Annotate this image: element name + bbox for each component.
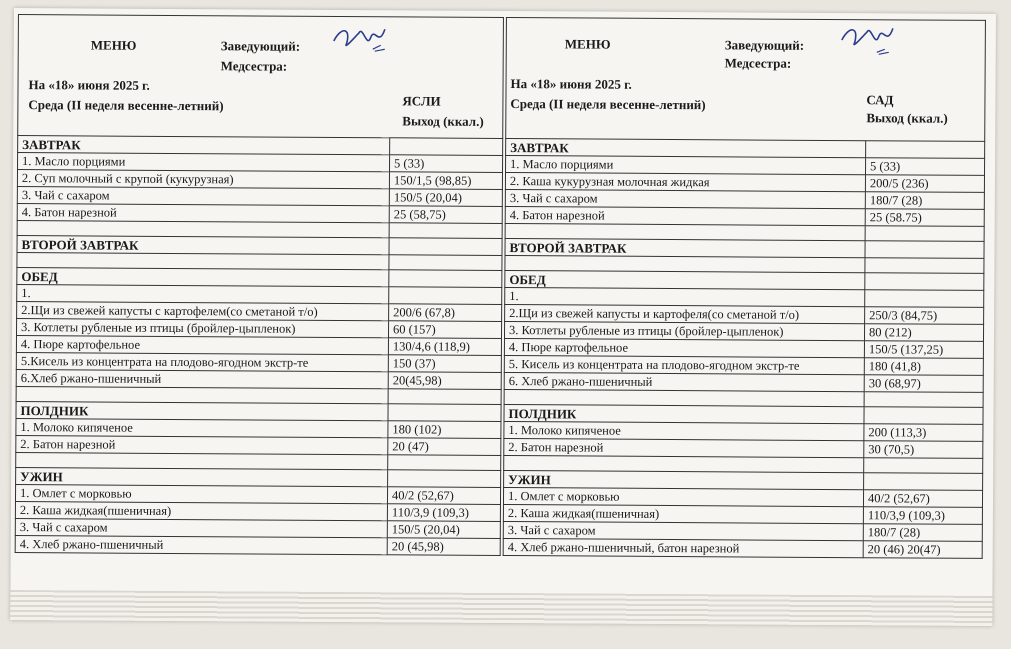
menu-table-kindergarten [503, 138, 986, 559]
dish-name: 1. Масло порциями [506, 156, 866, 175]
signature-image [329, 19, 389, 59]
dish-name: 3. Чай с сахаром [17, 187, 389, 206]
output-label: Выход (ккал.) [866, 110, 948, 126]
menu-sheet [10, 8, 996, 626]
dish-output: 150/5 (20,04) [387, 521, 500, 539]
section-title: ОБЕД [505, 271, 865, 290]
dish-name: 1. Масло порциями [18, 153, 390, 172]
empty-cell [864, 407, 983, 425]
dish-output: 180 (102) [388, 421, 501, 439]
dish-output: 150/5 (137,25) [864, 341, 983, 359]
dish-output: 30 (70,5) [864, 441, 983, 459]
empty-cell [388, 389, 501, 405]
manager-label: Заведующий: [724, 37, 805, 53]
empty-cell [864, 392, 983, 408]
menu-header [505, 17, 986, 141]
dish-name: 4. Хлеб ржано-пшеничный [15, 536, 387, 555]
dish-name: 2. Каша жидкая(пшеничная) [503, 504, 863, 523]
empty-cell [389, 255, 502, 271]
empty-cell [866, 141, 985, 159]
dish-name: 4. Пюре картофельное [16, 336, 388, 355]
dish-output: 110/3,9 (109,3) [387, 504, 500, 522]
section-title: ПОЛДНИК [504, 405, 864, 424]
menu-title: МЕНЮ [90, 37, 137, 53]
dish-output: 5 (33) [865, 158, 984, 176]
empty-cell [865, 226, 984, 242]
nurse-label: Медсестра: [724, 55, 792, 71]
dish-name: 4. Батон нарезной [17, 204, 389, 223]
dish-name: 1. Молоко кипяченое [504, 422, 864, 441]
dish-output: 25 (58.75) [865, 209, 984, 227]
dish-output: 110/3,9 (109,3) [863, 507, 982, 525]
dish-name: 5.Кисель из концентрата на плодово-ягодном экстр-те [16, 353, 388, 372]
menu-table-nursery [15, 135, 504, 556]
dish-name: 4. Хлеб ржано-пшеничный, батон нарезной [503, 538, 863, 557]
dish-output: 200/5 (236) [865, 175, 984, 193]
empty-cell [389, 270, 502, 288]
section-title: ВТОРОЙ ЗАВТРАК [17, 236, 389, 255]
section-title: УЖИН [504, 470, 864, 489]
dish-output [389, 287, 502, 305]
nursery-menu [15, 14, 504, 556]
dish-output: 40/2 (52,67) [863, 490, 982, 508]
menu-header [17, 14, 504, 138]
signature-image [837, 20, 897, 60]
menu-day: Среда (II неделя весенне-летний) [28, 97, 224, 114]
empty-cell [388, 470, 501, 488]
section-title: ЗАВТРАК [506, 139, 866, 158]
dish-name: 3. Котлеты рубленые из птицы (бройлер-цыпленок) [504, 322, 864, 341]
dish-output: 180/7 (28) [865, 192, 984, 210]
empty-cell [865, 273, 984, 291]
dish-name: 3. Котлеты рубленые из птицы (бройлер-цыпленок) [16, 319, 388, 338]
dish-name: 3. Чай с сахаром [15, 519, 387, 538]
menu-item-row [15, 536, 500, 556]
dish-name: 4. Батон нарезной [505, 207, 865, 226]
dish-name: 2.Щи из свежей капусты и картофеля(со сметаной т/о) [505, 305, 865, 324]
empty-cell [389, 223, 502, 239]
empty-cell [388, 455, 501, 471]
dish-output: 40/2 (52,67) [387, 487, 500, 505]
dish-name: 2. Батон нарезной [16, 436, 388, 455]
dish-output: 200 (113,3) [864, 424, 983, 442]
menu-date: На «18» июня 2025 г. [28, 77, 150, 93]
dish-name: 6. Хлеб ржано-пшеничный [504, 373, 864, 392]
menu-item-row [503, 538, 982, 558]
empty-cell [390, 138, 503, 156]
dish-output: 20 (46) 20(47) [863, 541, 982, 559]
empty-cell [388, 404, 501, 422]
section-title: ВТОРОЙ ЗАВТРАК [505, 239, 865, 258]
empty-cell [864, 473, 983, 491]
empty-cell [864, 458, 983, 474]
dish-output: 20(45,98) [388, 372, 501, 390]
section-title: УЖИН [16, 468, 388, 487]
nurse-label: Медсестра: [220, 58, 288, 74]
menu-title: МЕНЮ [564, 36, 611, 52]
dish-output: 180/7 (28) [863, 524, 982, 542]
dish-output: 150/5 (20,04) [389, 189, 502, 207]
dish-output: 130/4,6 (118,9) [388, 338, 501, 356]
dish-name: 1. Омлет с морковью [15, 485, 387, 504]
dish-name: 2. Каша кукурузная молочная жидкая [505, 173, 865, 192]
paper-stack-edge [10, 590, 992, 626]
empty-cell [865, 241, 984, 259]
menu-date: На «18» июня 2025 г. [510, 76, 632, 92]
section-title: ПОЛДНИК [16, 402, 388, 421]
dish-name: 2.Щи из свежей капусты с картофелем(со сметаной т/о) [17, 302, 389, 321]
dish-name: 1. [17, 285, 389, 304]
empty-cell [389, 238, 502, 256]
dish-name: 2. Каша жидкая(пшеничная) [15, 502, 387, 521]
section-title: ЗАВТРАК [18, 136, 390, 155]
manager-label: Заведующий: [220, 38, 301, 54]
dish-output: 60 (157) [388, 321, 501, 339]
dish-output: 20 (45,98) [387, 538, 500, 556]
dish-name: 5. Кисель из концентрата на плодово-ягодном экстр-те [504, 356, 864, 375]
dish-name: 1. [505, 288, 865, 307]
dish-name: 2. Батон нарезной [504, 439, 864, 458]
dish-output: 80 (212) [864, 324, 983, 342]
dish-name: 2. Суп молочный с крупой (кукурузная) [17, 170, 389, 189]
dish-output: 150/1,5 (98,85) [389, 172, 502, 190]
dish-output: 5 (33) [390, 155, 503, 173]
dish-output: 200/6 (67,8) [389, 304, 502, 322]
dish-output: 30 (68,97) [864, 375, 983, 393]
menu-day: Среда (II неделя весенне-летний) [510, 96, 706, 113]
dish-name: 6.Хлеб ржано-пшеничный [16, 370, 388, 389]
dish-output: 150 (37) [388, 355, 501, 373]
dish-output: 250/3 (84,75) [865, 307, 984, 325]
section-title: ОБЕД [17, 268, 389, 287]
dish-output: 25 (58,75) [389, 206, 502, 224]
group-name: ЯСЛИ [402, 93, 441, 109]
group-name: САД [866, 92, 894, 108]
dish-name: 3. Чай с сахаром [505, 190, 865, 209]
dish-name: 4. Пюре картофельное [504, 339, 864, 358]
dish-output: 20 (47) [388, 438, 501, 456]
dish-name: 1. Молоко кипяченое [16, 419, 388, 438]
dish-name: 3. Чай с сахаром [503, 521, 863, 540]
output-label: Выход (ккал.) [402, 113, 484, 129]
dish-output [865, 290, 984, 308]
dish-name: 1. Омлет с морковью [503, 487, 863, 506]
dish-output: 180 (41,8) [864, 358, 983, 376]
empty-cell [865, 258, 984, 274]
kindergarten-menu [503, 17, 986, 559]
